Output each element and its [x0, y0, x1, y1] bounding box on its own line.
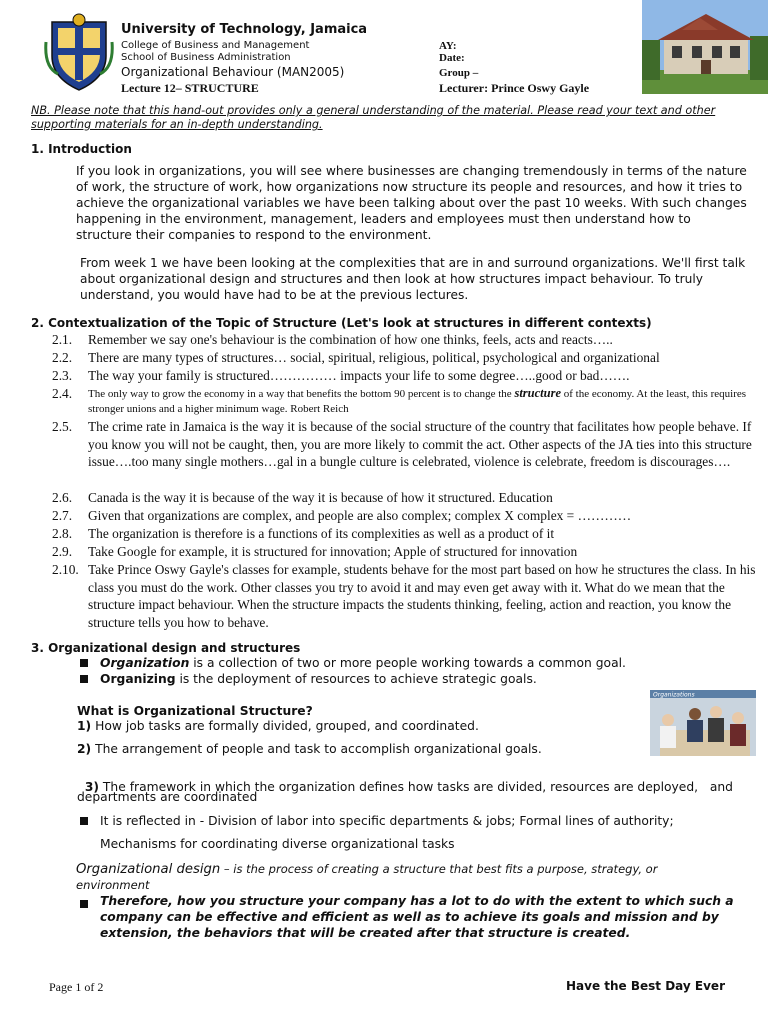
nb-note: NB. Please note that this hand-out provides only a general understanding of the material. Please read your text and other supporting materials for an in-depth understanding.: [31, 104, 716, 131]
definition-organization: is a collection of two or more people working towards a common goal.: [189, 656, 626, 670]
design-definition-text: – is the process of creating a structure that best fits a purpose, strategy, or: [220, 862, 658, 876]
list-item-2-4: [52, 386, 757, 417]
item-text: Take Google for example, it is structured for innovation; Apple of structured for innovation: [88, 544, 578, 559]
list-item-2-6: [52, 489, 757, 507]
group-label: Group –: [439, 67, 479, 79]
definition-organizing: is the deployment of resources to achieve strategic goals.: [175, 672, 537, 686]
list-item-2-7: [52, 507, 757, 525]
list-item-2-10: [52, 561, 757, 631]
term-organizational-design: Organizational design: [76, 862, 221, 877]
intro-paragraph-1: If you look in organizations, you will see where businesses are changing tremendously in terms of the nature of work, the structure of work, how organizations now structure its people and resources, and how it tries to achieve the organizational variables we have been talking about over the past 10 weeks. With such changes happening in the environment, management, leaders and employees must then understand how to structure their companies to respond to the environment.: [76, 164, 747, 242]
list-item-2-9: [52, 543, 757, 561]
school-name: School of Business Administration: [121, 52, 291, 63]
square-bullet-icon: [80, 900, 88, 908]
footer-motto: Have the Best Day Ever: [566, 979, 725, 993]
bullet-reflected: [80, 814, 674, 828]
item-text: The only way to grow the economy in a way that benefits the bottom 90 percent is to change the: [88, 388, 515, 400]
definition-text: The framework in which the organization defines how tasks are divided, resources are deployed, and: [99, 780, 733, 794]
definition-2: [77, 742, 542, 756]
definition-number: 1): [77, 719, 92, 733]
college-name: College of Business and Management: [121, 40, 310, 51]
list-item-2-8: [52, 525, 757, 543]
section-3-heading: 3. Organizational design and structures: [31, 641, 301, 655]
item-number: 2.8.: [52, 526, 73, 541]
list-item-2-2: [52, 349, 757, 367]
org-design-definition: [76, 861, 756, 877]
definition-1: [77, 719, 479, 733]
page-number: Page 1 of 2: [49, 980, 104, 994]
item-number: 2.2.: [52, 350, 73, 365]
item-text: There are many types of structures… social, spiritual, religious, political, psychological and organizational: [88, 350, 660, 365]
item-emphasis: structure: [514, 386, 561, 400]
lecturer-name: Lecturer: Prince Oswy Gayle: [439, 81, 590, 95]
question-org-structure: What is Organizational Structure?: [77, 704, 313, 718]
organizations-photo-caption: Organizations: [653, 691, 695, 699]
campus-house-photo: [642, 0, 768, 94]
ay-label: AY:: [439, 40, 457, 52]
item-text: Remember we say one's behaviour is the combination of how one thinks, feels, acts and reacts…..: [88, 332, 613, 347]
item-number: 2.7.: [52, 508, 73, 523]
therefore-paragraph: [80, 893, 750, 941]
item-text: Take Prince Oswy Gayle's classes for example, students behave for the most part based on how he structures the class. In his class you must do the work. Other classes you try to avoid it and may even get away with it. What do we mean that the structure impact behaviour. When the structure impacts the students thinking, feeling, action and reaction, you know the structure tells you how to behave.: [88, 562, 756, 630]
term-organizing: Organizing: [100, 672, 176, 686]
bullet-organizing: [80, 672, 537, 686]
reflected-text: It is reflected in - Division of labor into specific departments & jobs; Formal lines of authority;: [100, 814, 674, 828]
item-number: 2.4.: [52, 386, 73, 401]
square-bullet-icon: [80, 659, 88, 667]
lecture-title: Lecture 12– STRUCTURE: [121, 81, 259, 95]
list-item-2-1: [52, 331, 757, 349]
item-number: 2.1.: [52, 332, 73, 347]
item-number: 2.5.: [52, 419, 73, 434]
reflected-text-continued: Mechanisms for coordinating diverse organizational tasks: [100, 837, 455, 851]
item-text: The crime rate in Jamaica is the way it is because of the social structure of the country that facilitates how people behave. If you know you will not be caught, then, you are more likely to commit the act. Other aspects of the JA ties into this structure issue….too many single mothers…gal in a bungle culture is celebrated, violence is celebrate, freedom is discourages….: [88, 419, 752, 469]
bullet-organization: [80, 656, 626, 670]
item-text-cont: of the economy. At the least, this requires stronger unions and a higher minimum wage. Robert Reich: [88, 388, 747, 415]
university-crest-logo: [44, 12, 114, 92]
date-label: Date:: [439, 52, 465, 64]
term-organization: Organization: [100, 656, 190, 670]
definition-number: 3): [84, 780, 100, 794]
university-name: University of Technology, Jamaica: [121, 22, 368, 37]
square-bullet-icon: [80, 675, 88, 683]
list-item-2-5: [52, 418, 757, 471]
item-text: The organization is therefore is a functions of its complexities as well as a product of it: [88, 526, 555, 541]
definition-3-continued: departments are coordinated: [77, 790, 258, 804]
therefore-text: Therefore, how you structure your company has a lot to do with the extent to which such a company can be effective and efficient as well as to achieve its goals and mission and by extension, the behaviors that will be created after that structure is created.: [100, 894, 734, 940]
item-text: Canada is the way it is because of the way it is because of how it structured. Education: [88, 490, 553, 505]
course-title: Organizational Behaviour (MAN2005): [121, 65, 345, 79]
item-number: 2.6.: [52, 490, 73, 505]
section-1-heading: 1. Introduction: [31, 142, 132, 156]
design-definition-continued: environment: [76, 878, 150, 892]
section-2-heading: 2. Contextualization of the Topic of Structure (Let's look at structures in different contexts): [31, 316, 652, 330]
intro-paragraph-2: From week 1 we have been looking at the complexities that are in and surround organizations. We'll first talk about organizational design and structures and then look at how structures impact behaviour. To truly understand, you would have had to be at the previous lectures.: [80, 256, 746, 302]
definition-text: How job tasks are formally divided, grouped, and coordinated.: [91, 719, 479, 733]
organizations-photo: [650, 690, 756, 756]
item-number: 2.3.: [52, 368, 73, 383]
item-text: Given that organizations are complex, and people are also complex; complex X complex = …………: [88, 508, 632, 523]
definition-text: The arrangement of people and task to accomplish organizational goals.: [91, 742, 542, 756]
definition-number: 2): [77, 742, 92, 756]
item-text: The way your family is structured…………… impacts your life to some degree…..good or bad…….: [88, 368, 630, 383]
item-number: 2.10.: [52, 562, 79, 577]
list-item-2-3: [52, 367, 757, 385]
square-bullet-icon: [80, 817, 88, 825]
item-number: 2.9.: [52, 544, 73, 559]
